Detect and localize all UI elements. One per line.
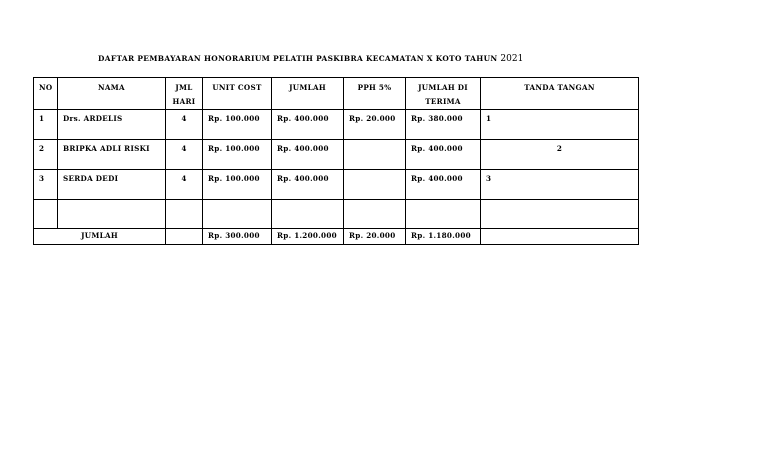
total-tanda-tangan [481,229,639,245]
cell-tanda-tangan: 3 [481,170,639,200]
cell-empty [58,200,166,229]
cell-unit-cost: Rp. 100.000 [203,110,272,140]
payment-table [33,77,639,245]
cell-diterima: Rp. 400.000 [406,140,481,170]
cell-pph [344,170,406,200]
cell-empty [481,200,639,229]
cell-unit-cost: Rp. 100.000 [203,140,272,170]
cell-tanda-tangan: 1 [481,110,639,140]
cell-diterima: Rp. 400.000 [406,170,481,200]
cell-hari: 4 [166,140,203,170]
cell-empty [406,200,481,229]
total-pph: Rp. 20.000 [344,229,406,245]
cell-empty [344,200,406,229]
cell-pph [344,140,406,170]
cell-no: 1 [34,110,58,140]
title-text: DAFTAR PEMBAYARAN HONORARIUM PELATIH PASKIBRA KECAMATAN X KOTO TAHUN [98,54,498,63]
total-jumlah: Rp. 1.200.000 [272,229,344,245]
cell-hari: 4 [166,170,203,200]
table-row [34,110,639,140]
header-nama: NAMA [58,78,166,110]
total-unit-cost: Rp. 300.000 [203,229,272,245]
cell-hari: 4 [166,110,203,140]
header-jumlah-diterima [406,78,481,110]
table-total-row [34,229,639,245]
cell-no: 2 [34,140,58,170]
cell-empty [203,200,272,229]
cell-empty [166,200,203,229]
header-no: NO [34,78,58,110]
cell-nama: SERDA DEDI [58,170,166,200]
cell-unit-cost: Rp. 100.000 [203,170,272,200]
cell-diterima: Rp. 380.000 [406,110,481,140]
header-unit-cost: UNIT COST [203,78,272,110]
cell-no: 3 [34,170,58,200]
cell-tanda-tangan: 2 [481,140,639,170]
cell-jumlah: Rp. 400.000 [272,110,344,140]
table-row [34,140,639,170]
cell-pph: Rp. 20.000 [344,110,406,140]
cell-empty [272,200,344,229]
title-year: 2021 [500,54,524,64]
total-hari [166,229,203,245]
cell-nama: BRIPKA ADLI RISKI [58,140,166,170]
total-diterima: Rp. 1.180.000 [406,229,481,245]
header-tanda-tangan: TANDA TANGAN [481,78,639,110]
cell-empty [34,200,58,229]
header-jumlah: JUMLAH [272,78,344,110]
header-jml-hari [166,78,203,110]
header-jml: JML [175,83,193,92]
table-row-empty [34,200,639,229]
header-hari: HARI [172,97,196,106]
header-terima: TERIMA [425,97,461,106]
header-pph: PPH 5% [344,78,406,110]
cell-jumlah: Rp. 400.000 [272,170,344,200]
table-row [34,170,639,200]
header-jumlah-di: JUMLAH DI [418,83,468,92]
document-title [98,54,523,64]
cell-nama: Drs. ARDELIS [58,110,166,140]
cell-jumlah: Rp. 400.000 [272,140,344,170]
total-label: JUMLAH [34,229,166,245]
table-header-row [34,78,639,110]
